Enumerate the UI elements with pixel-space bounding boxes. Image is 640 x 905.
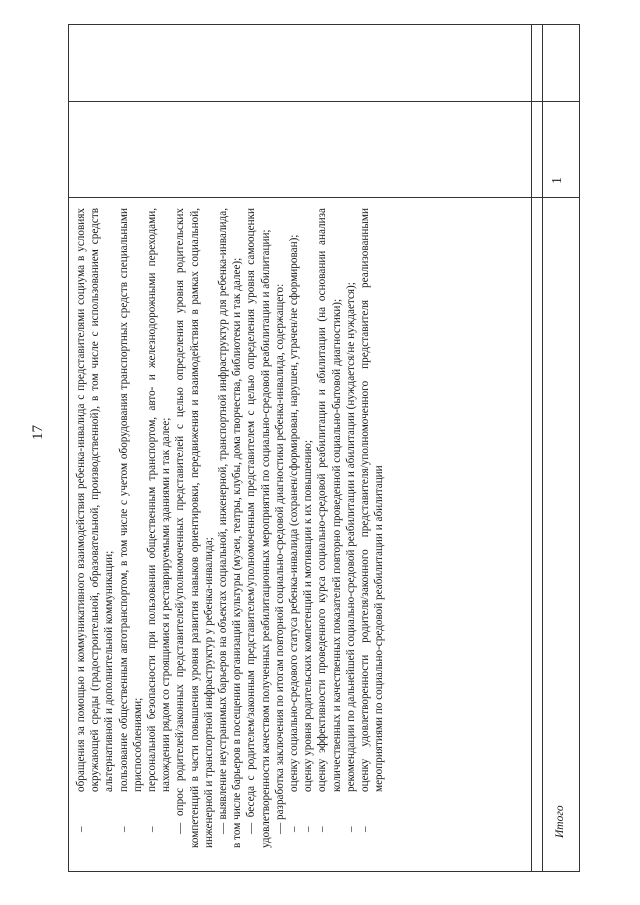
list-item: – оценку эффективности проведенного курса социально-средовой реабилитации и абилитации (на основании анализа количественных и качественных показателей повторно проведенной социально-бытовой диагностики); xyxy=(315,208,343,848)
row-divider xyxy=(542,24,543,872)
list-item: – обращения за помощью и коммуникативного взаимодействия ребенка-инвалида с представителями социума в условиях окружающей среды (градостроительной, образовательной, производственной), в том числе с использованием средств альтернативной и дополнительной коммуникации; xyxy=(74,208,117,848)
list-item: — опрос родителей/законных представителей/уполномоченных представителей с целью определения уровня родительских компетенций в части повышения уровня развития навыков ориентировки, передвижения и взаимодействия в рамках социальной, инженерной и транспортной инфраструктур у ребенка-инвалида; xyxy=(174,208,215,848)
list-item: – пользование общественным автотранспортом, в том числе с учетом оборудования транспортных средств специальными приспособлениями; xyxy=(117,208,145,848)
service-description xyxy=(74,208,386,848)
list-item: – оценку уровня родительских компетенций и мотивации к их повышению; xyxy=(301,208,315,848)
services-table xyxy=(68,24,580,872)
list-item: — выявление неустранимых барьеров на объектах социальной, инженерной, транспортной инфраструктур для ребенка-инвалида, в том числе барьеров в посещении организаций культуры (музеи, театры, клубы, дома творчества, библиотеки и так далее); xyxy=(217,208,244,848)
list-item: – рекомендации по дальнейшей социально-средовой реабилитации и абилитации (нуждается/не нуждается); xyxy=(344,208,358,848)
list-item: – оценку удовлетворенности родителя/законного представителя/уполномоченного представителя реализованными мероприятиями по социально-средовой реабилитации и абилитации xyxy=(358,208,386,848)
total-label: Итого xyxy=(554,805,566,838)
column-divider xyxy=(68,101,580,102)
list-item: — беседа с родителем/законным представителем/уполномоченным представителем с целью определения уровня самооценки удовлетворенности качеством полученных реабилитационных мероприятий по социально-средовой реабилитации и абилитации; xyxy=(245,208,272,848)
page-number: 17 xyxy=(30,425,46,440)
total-value: 1 xyxy=(550,177,565,184)
list-item: — разработка заключения по итогам повторной социально-средовой диагностики ребенка-инвалида, содержащего: xyxy=(273,283,286,834)
list-item: – персональной безопасности при пользовании общественным транспортом, авто- и железнодорожными переходами, нахождении рядом со строящимися и реставрируемыми зданиями и так далее; xyxy=(145,208,173,848)
column-divider xyxy=(68,197,580,198)
row-divider xyxy=(531,24,532,872)
list-item: – оценку социально-средового статуса ребенка-инвалида (сохранен/сформирован, нарушен, утрачен/не сформирован); xyxy=(287,208,301,848)
